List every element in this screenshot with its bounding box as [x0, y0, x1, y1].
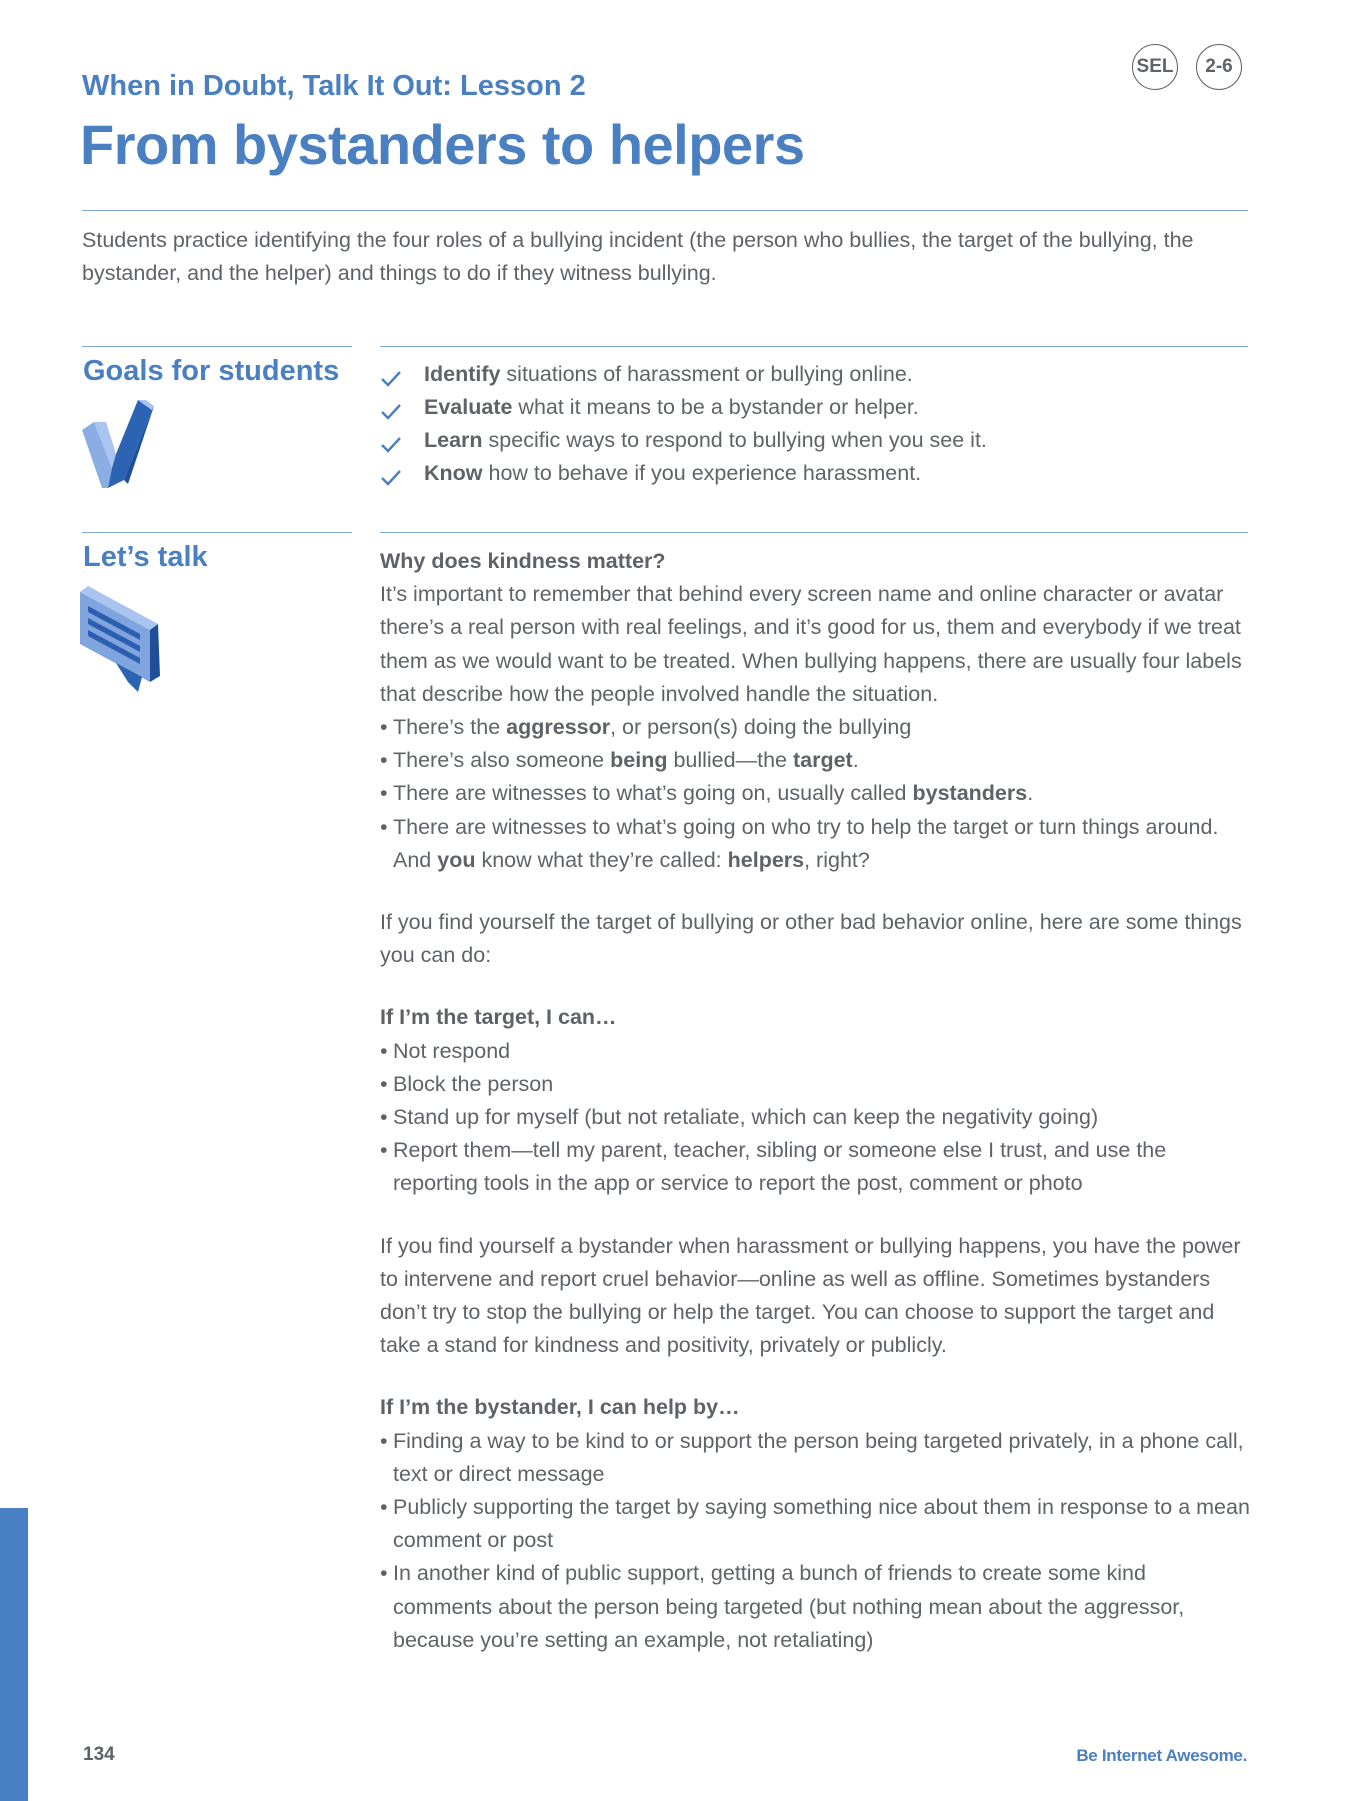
list-item: • There’s the aggressor, or person(s) doing the bullying [380, 711, 1250, 744]
list-item: • Report them—tell my parent, teacher, sibling or someone else I trust, and use the reporting tools in the app or service to report the post, comment or photo [380, 1134, 1250, 1200]
target-list [380, 1035, 1250, 1201]
divider [380, 532, 1248, 533]
list-item: Evaluate what it means to be a bystander or helper. [380, 391, 1248, 424]
roles-list [380, 711, 1250, 877]
list-item: • Not respond [380, 1035, 1250, 1068]
paragraph: It’s important to remember that behind every screen name and online character or avatar there’s a real person with real feelings, and it’s good for us, them and everybody if we treat them as we would want to be treated. When bullying happens, there are usually four labels that describe how the people involved handle the situation. [380, 582, 1242, 706]
section-question: Why does kindness matter? [380, 549, 666, 573]
divider [82, 346, 352, 347]
sel-badge: SEL [1132, 44, 1178, 90]
divider [82, 532, 352, 533]
list-item: • Block the person [380, 1068, 1250, 1101]
list-item: • Publicly supporting the target by saying something nice about them in response to a mean comment or post [380, 1491, 1250, 1557]
intro-paragraph: Students practice identifying the four roles of a bullying incident (the person who bullies, the target of the bullying, the bystander, and the helper) and things to do if they witness bullying. [82, 228, 1194, 285]
list-item: • Stand up for myself (but not retaliate, which can keep the negativity going) [380, 1101, 1250, 1134]
lets-talk-heading: Let’s talk [83, 541, 208, 573]
page-number: 134 [83, 1744, 115, 1765]
bystander-list [380, 1425, 1250, 1657]
check-icon [380, 464, 402, 497]
list-item: • There are witnesses to what’s going on who try to help the target or turn things around. And you know what they’re called: helpers, right? [380, 811, 1250, 877]
paragraph: If you find yourself a bystander when harassment or bullying happens, you have the power to intervene and report cruel behavior—online as well as offline. Sometimes bystanders don’t try to stop the bullying or help the target. You can choose to support the target and take a stand for kindness and positivity, privately or publicly. [380, 1233, 1241, 1358]
list-item: • Finding a way to be kind to or support the person being targeted privately, in a phone call, text or direct message [380, 1425, 1250, 1491]
page-title: From bystanders to helpers [80, 113, 805, 176]
side-accent-bar [0, 1508, 28, 1801]
divider [380, 346, 1248, 347]
grade-badge: 2-6 [1196, 44, 1242, 90]
checkmark-icon [82, 400, 154, 495]
brand-logo: Be Internet Awesome. [1076, 1746, 1247, 1765]
list-item: • There are witnesses to what’s going on, usually called bystanders. [380, 777, 1250, 810]
goals-heading: Goals for students [83, 355, 340, 387]
list-item: • In another kind of public support, getting a bunch of friends to create some kind comments about the person being targeted (but nothing mean about the aggressor, because you’re setting an example, not retaliating) [380, 1557, 1250, 1657]
paragraph: If you find yourself the target of bullying or other bad behavior online, here are some things you can do: [380, 910, 1242, 968]
bystander-heading: If I’m the bystander, I can help by… [380, 1395, 740, 1420]
divider [82, 210, 1248, 211]
list-item: Know how to behave if you experience harassment. [380, 457, 1248, 490]
target-heading: If I’m the target, I can… [380, 1005, 617, 1030]
list-item: • There’s also someone being bullied—the target. [380, 744, 1250, 777]
goals-list [380, 358, 1248, 490]
list-item: Identify situations of harassment or bullying online. [380, 358, 1248, 391]
list-item: Learn specific ways to respond to bullying when you see it. [380, 424, 1248, 457]
lesson-subtitle: When in Doubt, Talk It Out: Lesson 2 [82, 70, 586, 102]
lets-talk-content [380, 545, 1250, 1657]
speech-bubble-icon [80, 586, 162, 699]
